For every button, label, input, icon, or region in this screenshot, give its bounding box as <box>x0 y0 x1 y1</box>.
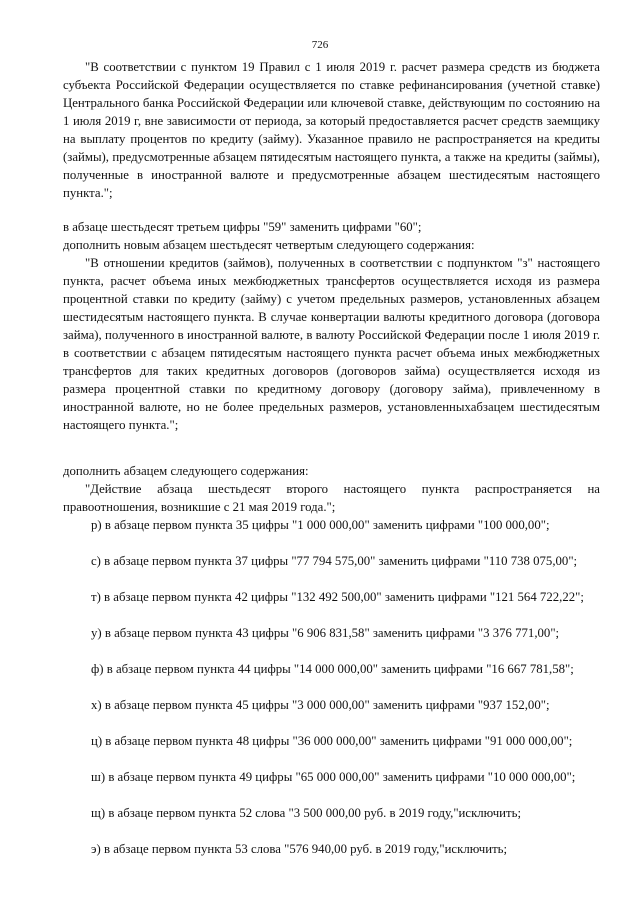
quoted-paragraph-2: "В отношении кредитов (займов), полученных в соответствии с подпунктом "з" настоящего пункта, расчет объема иных межбюджетных трансфертов осуществляется исходя из размера процентной ставки по кредиту (займу) с учетом предельных размеров, установленных абзацем шестидесятым настоящего пункта. В случае конвертации валюты кредитного договора (договора займа), полученного в иностранной валюте, в валюту Российской Федерации после 1 июля 2019 г. в соответствии с абзацем пятидесятым настоящего пункта расчет объема иных межбюджетных трансфертов для таких кредитных договоров (договоров займа) осуществляется исходя из размера процентной ставки по кредитному договору (договору займа), привлеченному в иностранной валюте, но не более предельных размеров, установленныхабзацем шестидесятым настоящего пункта."; <box>63 256 600 432</box>
quoted-paragraph-1: "В соответствии с пунктом 19 Правил с 1 июля 2019 г. расчет размера средств из бюджета субъекта Российской Федерации осуществляется по ставке рефинансирования (учетной ставке) Центрального банка Российской Федерации или ключевой ставке, действующим по состоянию на 1 июля 2019 г, вне зависимости от периода, за который предоставляется расчет средств заемщику на выплату процентов по кредиту (займу). Указанное правило не распространяется на кредиты (займы), предусмотренные абзацем пятидесятым настоящего пункта, а также на кредиты (займы), полученные в иностранной валюте и предусмотренные абзацем шестидесятым настоящего пункта."; <box>63 60 600 200</box>
item-shch: щ) в абзаце первом пункта 52 слова "3 500 000,00 руб. в 2019 году,"исключить; <box>91 806 522 820</box>
amendment-line-1: в абзаце шестьдесят третьем цифры "59" заменить цифрами "60"; <box>63 220 422 234</box>
item-f: ф) в абзаце первом пункта 44 цифры "14 000 000,00" заменить цифрами "16 667 781,58"; <box>91 662 574 676</box>
item-ts: ц) в абзаце первом пункта 48 цифры "36 000 000,00" заменить цифрами "91 000 000,00"; <box>91 734 573 748</box>
item-t: т) в абзаце первом пункта 42 цифры "132 492 500,00" заменить цифрами "121 564 722,22"; <box>91 590 584 604</box>
item-sh: ш) в абзаце первом пункта 49 цифры "65 000 000,00" заменить цифрами "10 000 000,00"; <box>91 770 576 784</box>
item-u: у) в абзаце первом пункта 43 цифры "6 906 831,58" заменить цифрами "3 376 771,00"; <box>91 626 560 640</box>
amendment-line-2: дополнить новым абзацем шестьдесят четвертым следующего содержания: <box>63 238 475 252</box>
quoted-paragraph-3: "Действие абзаца шестьдесят второго настоящего пункта распространяется на правоотношения, возникшие с 21 мая 2019 года."; <box>63 482 600 514</box>
page-number: 726 <box>311 39 329 51</box>
item-h: х) в абзаце первом пункта 45 цифры "3 000 000,00" заменить цифрами "937 152,00"; <box>91 698 550 712</box>
item-s: с) в абзаце первом пункта 37 цифры "77 794 575,00" заменить цифрами "110 738 075,00"; <box>91 554 578 568</box>
item-e: э) в абзаце первом пункта 53 слова "576 940,00 руб. в 2019 году,"исключить; <box>91 842 508 856</box>
item-r: р) в абзаце первом пункта 35 цифры "1 000 000,00" заменить цифрами "100 000,00"; <box>91 518 550 532</box>
amendment-line-3: дополнить абзацем следующего содержания: <box>63 464 309 478</box>
